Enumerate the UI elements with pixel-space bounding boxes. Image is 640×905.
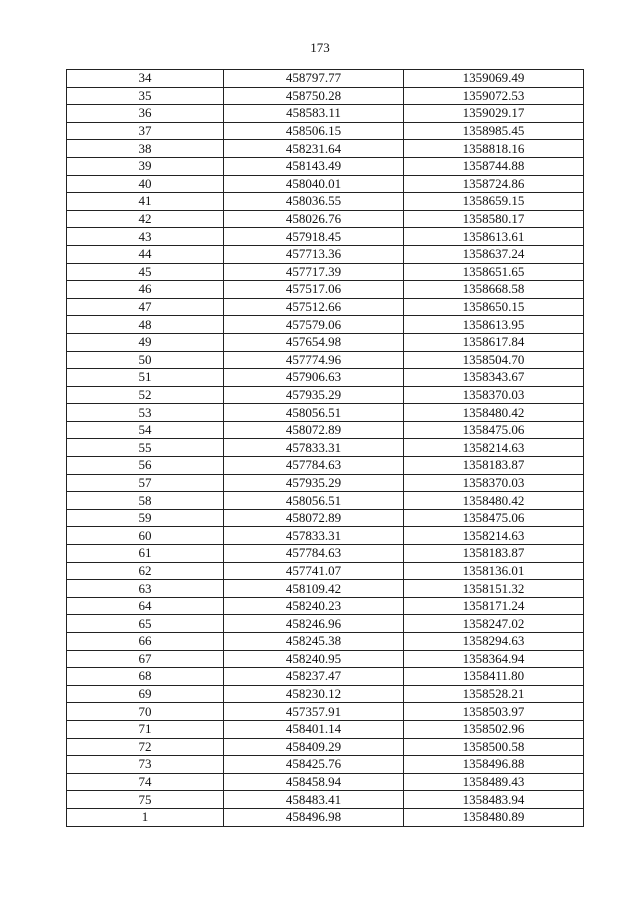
x-coordinate-cell: 458109.42 [224, 580, 404, 598]
table-row [67, 245, 584, 263]
y-coordinate-cell: 1358637.24 [404, 245, 584, 263]
table-row [67, 175, 584, 193]
x-coordinate-cell: 457579.06 [224, 316, 404, 334]
x-coordinate-cell: 458056.51 [224, 404, 404, 422]
point-number-cell: 56 [67, 457, 224, 475]
y-coordinate-cell: 1358370.03 [404, 386, 584, 404]
y-coordinate-cell: 1358489.43 [404, 773, 584, 791]
y-coordinate-cell: 1358294.63 [404, 633, 584, 651]
point-number-cell: 46 [67, 281, 224, 299]
y-coordinate-cell: 1358650.15 [404, 298, 584, 316]
x-coordinate-cell: 457654.98 [224, 333, 404, 351]
y-coordinate-cell: 1358724.86 [404, 175, 584, 193]
table-row [67, 756, 584, 774]
point-number-cell: 44 [67, 245, 224, 263]
y-coordinate-cell: 1358502.96 [404, 720, 584, 738]
table-row [67, 492, 584, 510]
x-coordinate-cell: 458240.95 [224, 650, 404, 668]
y-coordinate-cell: 1358214.63 [404, 439, 584, 457]
point-number-cell: 50 [67, 351, 224, 369]
y-coordinate-cell: 1358503.97 [404, 703, 584, 721]
x-coordinate-cell: 458040.01 [224, 175, 404, 193]
point-number-cell: 75 [67, 791, 224, 809]
table-row [67, 703, 584, 721]
table-row [67, 210, 584, 228]
table-row [67, 509, 584, 527]
point-number-cell: 52 [67, 386, 224, 404]
x-coordinate-cell: 457512.66 [224, 298, 404, 316]
x-coordinate-cell: 458245.38 [224, 633, 404, 651]
x-coordinate-cell: 457784.63 [224, 545, 404, 563]
x-coordinate-cell: 457741.07 [224, 562, 404, 580]
x-coordinate-cell: 457717.39 [224, 263, 404, 281]
point-number-cell: 58 [67, 492, 224, 510]
point-number-cell: 55 [67, 439, 224, 457]
table-row [67, 720, 584, 738]
table-row [67, 105, 584, 123]
point-number-cell: 59 [67, 509, 224, 527]
x-coordinate-cell: 458143.49 [224, 157, 404, 175]
y-coordinate-cell: 1358475.06 [404, 509, 584, 527]
table-row [67, 615, 584, 633]
y-coordinate-cell: 1358480.42 [404, 492, 584, 510]
x-coordinate-cell: 458496.98 [224, 808, 404, 826]
x-coordinate-cell: 457935.29 [224, 386, 404, 404]
point-number-cell: 53 [67, 404, 224, 422]
point-number-cell: 39 [67, 157, 224, 175]
x-coordinate-cell: 458072.89 [224, 421, 404, 439]
point-number-cell: 74 [67, 773, 224, 791]
y-coordinate-cell: 1358171.24 [404, 597, 584, 615]
table-row [67, 457, 584, 475]
x-coordinate-cell: 458797.77 [224, 70, 404, 88]
point-number-cell: 34 [67, 70, 224, 88]
x-coordinate-cell: 458240.23 [224, 597, 404, 615]
x-coordinate-cell: 457713.36 [224, 245, 404, 263]
x-coordinate-cell: 457517.06 [224, 281, 404, 299]
x-coordinate-cell: 457357.91 [224, 703, 404, 721]
table-row [67, 193, 584, 211]
x-coordinate-cell: 457774.96 [224, 351, 404, 369]
point-number-cell: 48 [67, 316, 224, 334]
table-row [67, 316, 584, 334]
x-coordinate-cell: 458506.15 [224, 122, 404, 140]
y-coordinate-cell: 1358668.58 [404, 281, 584, 299]
y-coordinate-cell: 1358504.70 [404, 351, 584, 369]
table-row [67, 738, 584, 756]
x-coordinate-cell: 457833.31 [224, 527, 404, 545]
table-row [67, 562, 584, 580]
point-number-cell: 47 [67, 298, 224, 316]
y-coordinate-cell: 1359069.49 [404, 70, 584, 88]
x-coordinate-cell: 457833.31 [224, 439, 404, 457]
point-number-cell: 68 [67, 668, 224, 686]
y-coordinate-cell: 1358364.94 [404, 650, 584, 668]
table-row [67, 333, 584, 351]
table-row [67, 122, 584, 140]
y-coordinate-cell: 1358136.01 [404, 562, 584, 580]
table-row [67, 791, 584, 809]
table-row [67, 281, 584, 299]
y-coordinate-cell: 1358496.88 [404, 756, 584, 774]
point-number-cell: 51 [67, 369, 224, 387]
table-row [67, 439, 584, 457]
x-coordinate-cell: 458237.47 [224, 668, 404, 686]
point-number-cell: 72 [67, 738, 224, 756]
table-row [67, 633, 584, 651]
x-coordinate-cell: 458246.96 [224, 615, 404, 633]
y-coordinate-cell: 1358214.63 [404, 527, 584, 545]
y-coordinate-cell: 1358183.87 [404, 545, 584, 563]
point-number-cell: 62 [67, 562, 224, 580]
point-number-cell: 36 [67, 105, 224, 123]
y-coordinate-cell: 1358818.16 [404, 140, 584, 158]
y-coordinate-cell: 1358651.65 [404, 263, 584, 281]
table-row [67, 650, 584, 668]
y-coordinate-cell: 1358613.61 [404, 228, 584, 246]
page-number: 173 [310, 40, 330, 55]
y-coordinate-cell: 1358659.15 [404, 193, 584, 211]
y-coordinate-cell: 1358343.67 [404, 369, 584, 387]
table-row [67, 580, 584, 598]
y-coordinate-cell: 1358617.84 [404, 333, 584, 351]
x-coordinate-cell: 458750.28 [224, 87, 404, 105]
y-coordinate-cell: 1358483.94 [404, 791, 584, 809]
table-row [67, 70, 584, 88]
y-coordinate-cell: 1358475.06 [404, 421, 584, 439]
x-coordinate-cell: 458483.41 [224, 791, 404, 809]
x-coordinate-cell: 458056.51 [224, 492, 404, 510]
point-number-cell: 57 [67, 474, 224, 492]
point-number-cell: 70 [67, 703, 224, 721]
y-coordinate-cell: 1358580.17 [404, 210, 584, 228]
table-row [67, 157, 584, 175]
point-number-cell: 60 [67, 527, 224, 545]
y-coordinate-cell: 1359072.53 [404, 87, 584, 105]
point-number-cell: 45 [67, 263, 224, 281]
coordinates-table [66, 69, 584, 827]
y-coordinate-cell: 1358480.42 [404, 404, 584, 422]
x-coordinate-cell: 458401.14 [224, 720, 404, 738]
y-coordinate-cell: 1358985.45 [404, 122, 584, 140]
point-number-cell: 43 [67, 228, 224, 246]
y-coordinate-cell: 1358613.95 [404, 316, 584, 334]
x-coordinate-cell: 458231.64 [224, 140, 404, 158]
table-row [67, 351, 584, 369]
table-row [67, 228, 584, 246]
table-row [67, 386, 584, 404]
y-coordinate-cell: 1358411.80 [404, 668, 584, 686]
x-coordinate-cell: 458036.55 [224, 193, 404, 211]
point-number-cell: 64 [67, 597, 224, 615]
coordinates-table-body [67, 70, 584, 827]
point-number-cell: 71 [67, 720, 224, 738]
x-coordinate-cell: 458072.89 [224, 509, 404, 527]
table-row [67, 369, 584, 387]
table-row [67, 474, 584, 492]
table-row [67, 527, 584, 545]
point-number-cell: 69 [67, 685, 224, 703]
point-number-cell: 35 [67, 87, 224, 105]
table-row [67, 773, 584, 791]
table-row [67, 87, 584, 105]
point-number-cell: 65 [67, 615, 224, 633]
x-coordinate-cell: 458425.76 [224, 756, 404, 774]
point-number-cell: 67 [67, 650, 224, 668]
table-row [67, 545, 584, 563]
table-row [67, 597, 584, 615]
x-coordinate-cell: 458583.11 [224, 105, 404, 123]
point-number-cell: 38 [67, 140, 224, 158]
y-coordinate-cell: 1358480.89 [404, 808, 584, 826]
x-coordinate-cell: 458409.29 [224, 738, 404, 756]
table-row [67, 140, 584, 158]
x-coordinate-cell: 458026.76 [224, 210, 404, 228]
point-number-cell: 40 [67, 175, 224, 193]
point-number-cell: 49 [67, 333, 224, 351]
table-row [67, 668, 584, 686]
y-coordinate-cell: 1358151.32 [404, 580, 584, 598]
x-coordinate-cell: 457918.45 [224, 228, 404, 246]
y-coordinate-cell: 1358247.02 [404, 615, 584, 633]
table-row [67, 404, 584, 422]
table-row [67, 808, 584, 826]
x-coordinate-cell: 458458.94 [224, 773, 404, 791]
point-number-cell: 37 [67, 122, 224, 140]
point-number-cell: 61 [67, 545, 224, 563]
point-number-cell: 41 [67, 193, 224, 211]
table-row [67, 298, 584, 316]
table-row [67, 421, 584, 439]
point-number-cell: 54 [67, 421, 224, 439]
table-row [67, 685, 584, 703]
y-coordinate-cell: 1358528.21 [404, 685, 584, 703]
y-coordinate-cell: 1358370.03 [404, 474, 584, 492]
y-coordinate-cell: 1359029.17 [404, 105, 584, 123]
y-coordinate-cell: 1358183.87 [404, 457, 584, 475]
x-coordinate-cell: 457935.29 [224, 474, 404, 492]
x-coordinate-cell: 457906.63 [224, 369, 404, 387]
point-number-cell: 66 [67, 633, 224, 651]
point-number-cell: 73 [67, 756, 224, 774]
point-number-cell: 1 [67, 808, 224, 826]
table-row [67, 263, 584, 281]
point-number-cell: 63 [67, 580, 224, 598]
x-coordinate-cell: 457784.63 [224, 457, 404, 475]
y-coordinate-cell: 1358744.88 [404, 157, 584, 175]
point-number-cell: 42 [67, 210, 224, 228]
y-coordinate-cell: 1358500.58 [404, 738, 584, 756]
x-coordinate-cell: 458230.12 [224, 685, 404, 703]
